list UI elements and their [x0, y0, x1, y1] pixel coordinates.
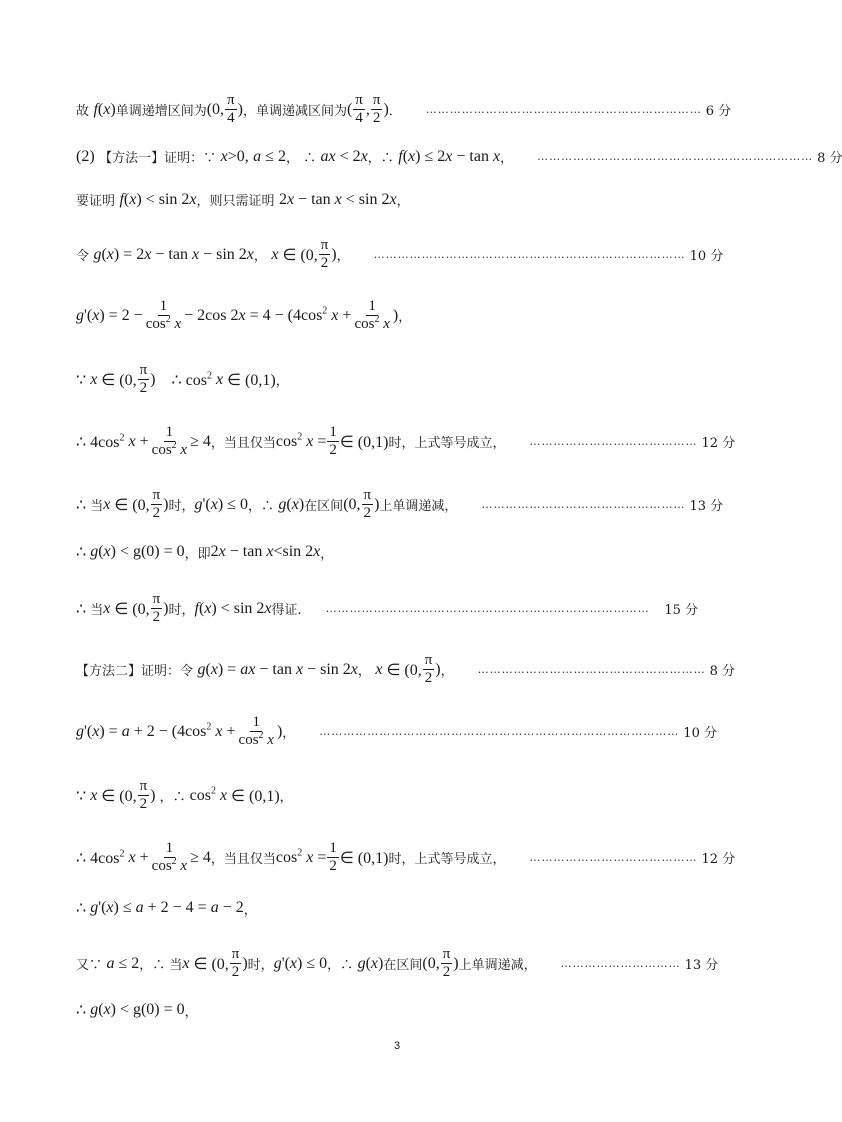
score-label: 8 分	[709, 664, 736, 679]
solution-line-14: ∴ $4\cos^2$ x + $\frac{1}{\cos^2 x}$ ≥ 4 ，当且仅当 $\cos^2$ x = $\frac{1}{2}$ ∈ (0,1) 时，上式等号成立， …………………………………… 12 分	[76, 840, 736, 874]
solution-line-12: g '( x ) = a + $2 - (4\cos^2$ x + $\frac{1}{\cos^2 x}$ ) ， ……………………………………………………………………………… 10 分	[76, 714, 717, 748]
score-label: 12 分	[701, 852, 736, 867]
leader-dots: ……………………………………	[529, 435, 698, 448]
solution-line-1: 故 f ( x ) 单调递增区间为 (0, $\frac{\pi}{4}$ ) ，单调递减区间为 ( $\frac{\pi}{4}$ , $\frac{\pi}{2}$ ) ． …………………………………………………………… 6 分	[76, 92, 732, 126]
solution-line-11: 【方法二】证明：令 g ( x ) = ax − tan x − sin 2 x ， x ∈ (0, $\frac{\pi}{2}$ ) ， ………………………………………………… 8 分	[76, 652, 736, 686]
leader-dots: …………………………	[560, 957, 681, 970]
solution-line-9: ∴ g ( x ) < g(0) = 0 ，即 2 x − tan x <sin 2 x ，	[76, 543, 334, 562]
leader-dots: …………………………………………………	[477, 663, 706, 676]
page-number: 3	[393, 1040, 401, 1052]
solution-line-17: ∴ g ( x ) < g(0) = 0 ，	[76, 1001, 198, 1020]
solution-line-4: 令 g ( x ) = 2 x − tan x − sin 2 x ， x ∈ (0, $\frac{\pi}{2}$ ) ， …………………………………………………………………… 10 分	[76, 237, 724, 271]
leader-dots: ……………………………………………………………	[425, 103, 702, 116]
score-label: 6 分	[705, 104, 732, 119]
solution-line-15: ∴ g '( x ) ≤ a + 2 − 4 = a − 2 ，	[76, 899, 257, 918]
solution-line-16: 又∵ a ≤ 2 ，∴ 当 x ∈ (0, $\frac{\pi}{2}$ ) 时， g '( x ) ≤ 0 ，∴ g ( x ) 在区间 (0, $\frac{\pi}{2}$ ) 上单调递减， ………………………… 13 分	[76, 946, 719, 980]
leader-dots: ……………………………………	[529, 851, 698, 864]
leader-dots: ………………………………………………………………………	[325, 602, 650, 615]
solution-line-2: (2) 【方法一】证明：∵ x >0, a ≤ 2 ， ∴ ax < 2 x ，∴ f ( x ) ≤ 2 x − tan x ， …………………………………………………………… 8 分	[76, 147, 842, 166]
score-label: 13 分	[684, 958, 719, 973]
leader-dots: ……………………………………………………………	[537, 150, 814, 163]
solution-line-10: ∴ 当 x ∈ (0, $\frac{\pi}{2}$ ) 时， f ( x ) < sin 2 x 得证. ……………………………………………………………………… 15 分	[76, 591, 698, 625]
solution-line-3: 要证明 f ( x ) < sin 2 x ，则只需证明 2 x − tan x < sin 2 x ，	[76, 190, 410, 209]
solution-line-7: ∴ $4\cos^2$ x + $\frac{1}{\cos^2 x}$ ≥ 4 ，当且仅当 $\cos^2$ x = $\frac{1}{2}$ ∈ (0,1) 时，上式等号成立， …………………………………… 12 分	[76, 424, 736, 458]
leader-dots: ……………………………………………	[481, 498, 686, 511]
score-label: 10 分	[689, 249, 724, 264]
leader-dots: ………………………………………………………………………………	[319, 725, 680, 738]
score-label: 15 分	[664, 603, 698, 618]
score-label: 10 分	[683, 726, 717, 741]
leader-dots: ……………………………………………………………………	[373, 248, 686, 261]
score-label: 12 分	[701, 436, 736, 451]
score-label: 13 分	[689, 499, 724, 514]
solution-line-5: g '( x ) = 2 − $\frac{1}{\cos^2 x}$ − 2cos 2 x = $4 - (4\cos^2$ x + $\frac{1}{\cos^2 x}$ ) ，	[76, 298, 412, 332]
solution-line-13: ∵ x ∈ (0, $\frac{\pi}{2}$ ) ，∴ $\cos^2$ x ∈ (0,1) ，	[76, 778, 293, 812]
score-label: 8 分	[817, 151, 842, 166]
solution-line-8: ∴ 当 x ∈ (0, $\frac{\pi}{2}$ ) 时， g '( x ) ≤ 0 ，∴ g ( x ) 在区间 (0, $\frac{\pi}{2}$ ) 上单调递减， …………………………………………… 13 分	[76, 487, 724, 521]
solution-line-6: ∵ x ∈ (0, $\frac{\pi}{2}$ ) ∴ $\cos^2$ x ∈ (0,1) ，	[76, 362, 289, 396]
